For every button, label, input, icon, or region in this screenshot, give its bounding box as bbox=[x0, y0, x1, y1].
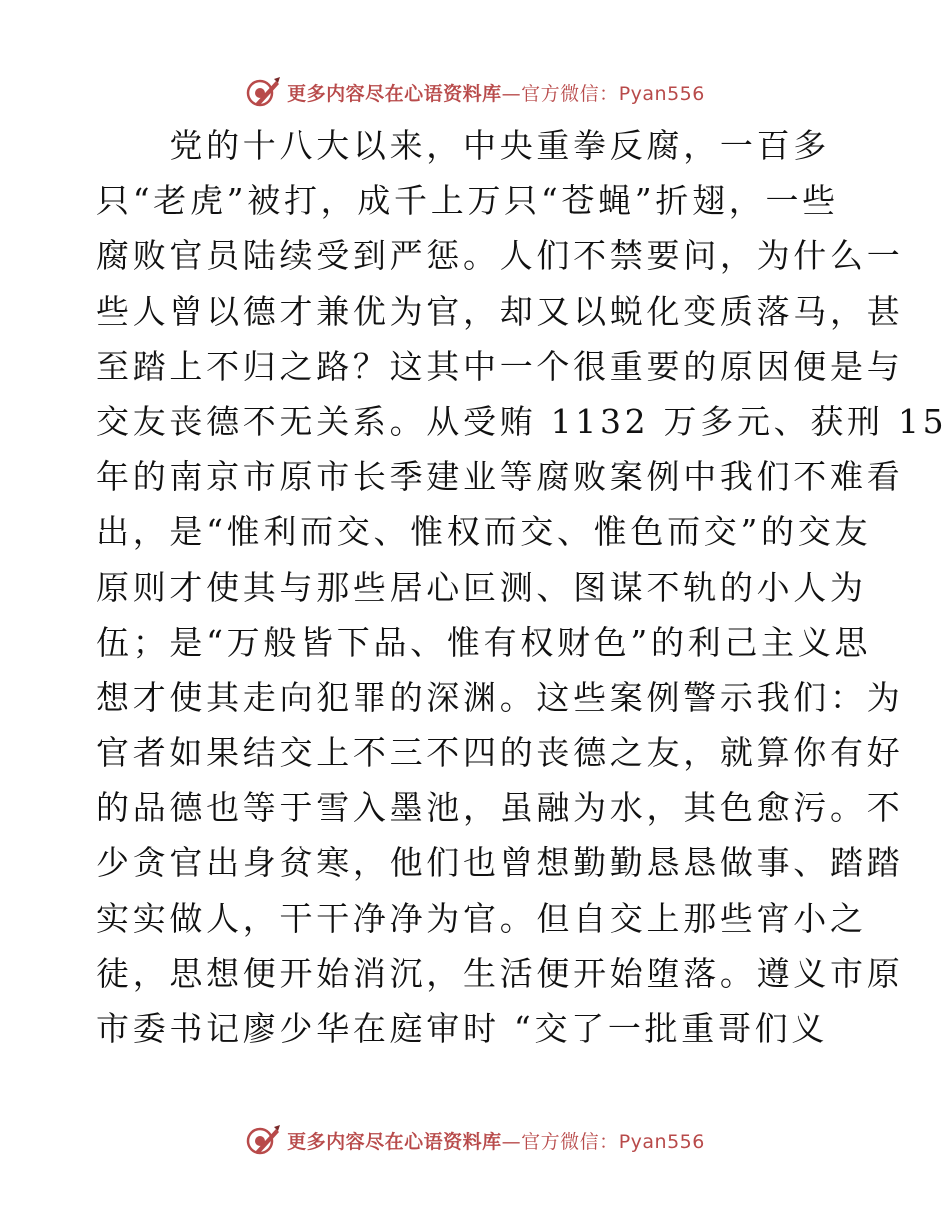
text-line: 党的十八大以来，中央重拳反腐，一百多 bbox=[96, 126, 830, 165]
text-line: 实实做人，干干净净为官。但自交上那些宵小之 bbox=[96, 898, 867, 938]
footer-watermark bbox=[0, 1120, 950, 1160]
watermark-text: 更多内容尽在心语资料库—官方微信：Pyan556 bbox=[287, 82, 705, 105]
text-line: 些人曾以德才兼优为官，却又以蜕化变质落马，甚 bbox=[96, 291, 904, 331]
text-line: 的品德也等于雪入墨池，虽融为水，其色愈污。不 bbox=[96, 788, 904, 828]
text-line: 徒，思想便开始消沉，生活便开始堕落。遵义市原 bbox=[96, 953, 904, 993]
pen-logo-icon bbox=[245, 74, 281, 110]
text-line: 只“老虎”被打，成千上万只“苍蝇”折翅，一些 bbox=[96, 181, 839, 221]
text-line: 伍；是“万般皆下品、惟有权财色”的利己主义思 bbox=[96, 622, 872, 662]
text-line: 市委书记廖少华在庭审时 “交了一批重哥们义 bbox=[96, 1009, 829, 1048]
article-body bbox=[96, 118, 948, 1056]
watermark-text: 更多内容尽在心语资料库—官方微信：Pyan556 bbox=[287, 1130, 705, 1153]
text-line: 少贪官出身贫寒，他们也曾想勤勤恳恳做事、踏踏 bbox=[96, 843, 904, 883]
text-line: 出，是“惟利而交、惟权而交、惟色而交”的交友 bbox=[96, 512, 872, 552]
text-line: 官者如果结交上不三不四的丧德之友，就算你有好 bbox=[96, 733, 904, 773]
text-line: 原则才使其与那些居心叵测、图谋不轨的小人为 bbox=[96, 567, 867, 607]
text-line: 至踏上不归之路？这其中一个很重要的原因便是与 bbox=[96, 346, 904, 386]
text-line: 腐败官员陆续受到严惩。人们不禁要问，为什么一 bbox=[96, 236, 904, 276]
text-line: 想才使其走向犯罪的深渊。这些案例警示我们：为 bbox=[96, 677, 904, 717]
pen-logo-icon bbox=[245, 1122, 281, 1158]
text-line: 年的南京市原市长季建业等腐败案例中我们不难看 bbox=[96, 457, 904, 497]
header-watermark bbox=[0, 72, 950, 112]
text-line: 交友丧德不无关系。从受贿 1132 万多元、获刑 15 bbox=[96, 401, 948, 441]
